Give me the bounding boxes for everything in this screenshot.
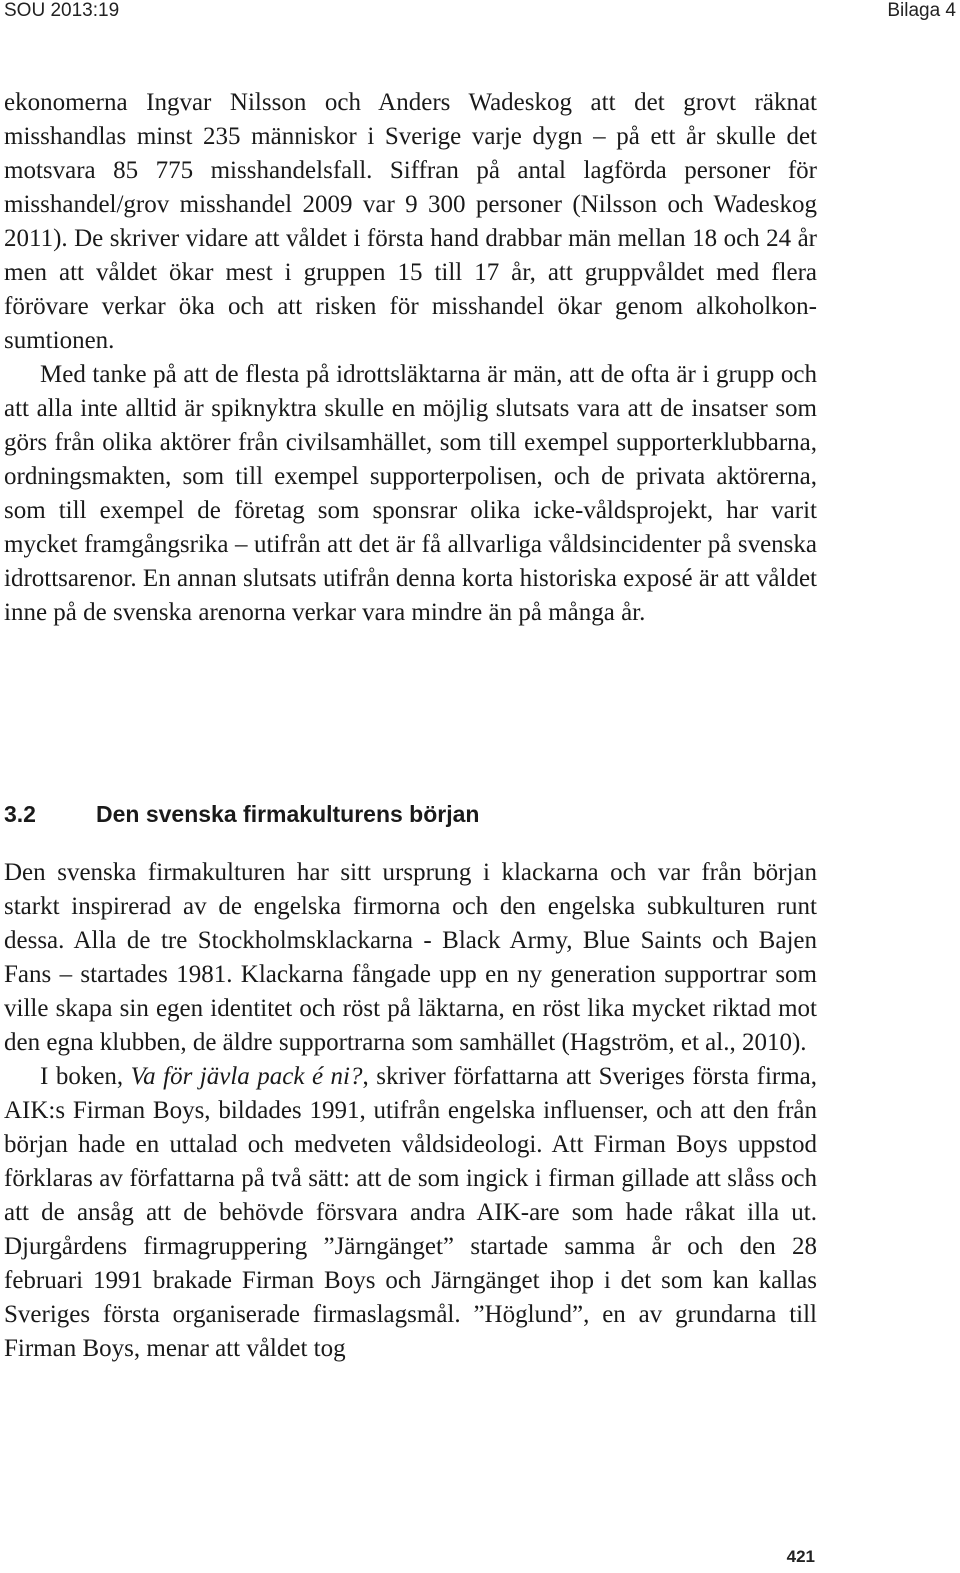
paragraph: Den svenska firmakulturen har sitt ursprung i klackarna och var från början starkt inspirerad av de engelska firmorna och den engelska subkulturen runt dessa. Alla de tre Stockholmsklackarna - Black Army, Blue Saints och Bajen Fans – startades 1981. Klackarna fångade upp en ny generation supportrar som ville skapa sin egen identitet och röst på läktarna, en röst lika mycket riktad mot den egna klubben, de äldre supportrarna som samhället (Hagström, et al., 2010).: [4, 859, 817, 1056]
section-title: Den svenska firmakulturens början: [96, 801, 480, 827]
report-reference: SOU 2013:19: [4, 0, 120, 21]
book-title: Va för jävla pack é ni?: [130, 1063, 363, 1090]
body-text-block-1: [4, 86, 817, 630]
page-number: 421: [786, 1547, 815, 1566]
paragraph: Med tanke på att de flesta på idrottsläktarna är män, att de ofta är i grupp och att alla inte alltid är spiknyktra skulle en möjlig slutsats vara att de insatser som görs från olika aktörer från civilsamhället, som till exempel supporterklubbarna, ordningsmakten, som till exempel supporterpolisen, och de privata aktörerna, som till exempel de företag som sponsrar olika icke-våldsprojekt, har varit mycket framgångsrika – utifrån att det är få allvarliga våldsincidenter på svenska idrottsarenor. En annan slutsats utifrån denna korta historiska exposé är att våldet inne på de svenska arenorna verkar vara mindre än på många år.: [4, 361, 817, 626]
appendix-label: Bilaga 4: [887, 0, 956, 21]
paragraph: ekonomerna Ingvar Nilsson och Anders Wadeskog att det grovt räknat misshandlas minst 235 människor i Sverige varje dygn – på ett år skulle det motsvara 85 775 misshandelsfall. Siffran på antal lagförda personer för misshandel/grov misshandel 2009 var 9 300 personer (Nilsson och Wadeskog 2011). De skriver vidare att våldet i första hand drabbar män mellan 18 och 24 år men att våldet ökar mest i gruppen 15 till 17 år, att gruppvåldet med flera förövare verkar öka och att risken för misshandel ökar genom alkoholkonsumtionen.: [4, 89, 817, 354]
section-number: 3.2: [4, 801, 36, 827]
body-text-block-2: [4, 856, 817, 1366]
paragraph: [4, 1060, 817, 1366]
paragraph-lead: I boken,: [40, 1063, 131, 1090]
section-heading: [4, 798, 479, 830]
running-header: [4, 0, 956, 24]
paragraph-rest: , skriver författarna att Sveriges första firma, AIK:s Firman Boys, bildades 1991, utifrån engelska influenser, och att den från början hade en uttalad och medveten våldsideologi. Att Firman Boys uppstod förklaras av författarna på två sätt: att de som ingick i firman gillade att slåss och att de ansåg att de behövde försvara andra AIK-are som hade råkat illa ut. Djurgårdens firmagruppering ”Järngänget” startade samma år och den 28 februari 1991 brakade Firman Boys och Järngänget ihop i det som kan kallas Sveriges första organiserade firmaslagsmål. ”Höglund”, en av grundarna till Firman Boys, menar att våldet tog: [4, 1063, 818, 1362]
